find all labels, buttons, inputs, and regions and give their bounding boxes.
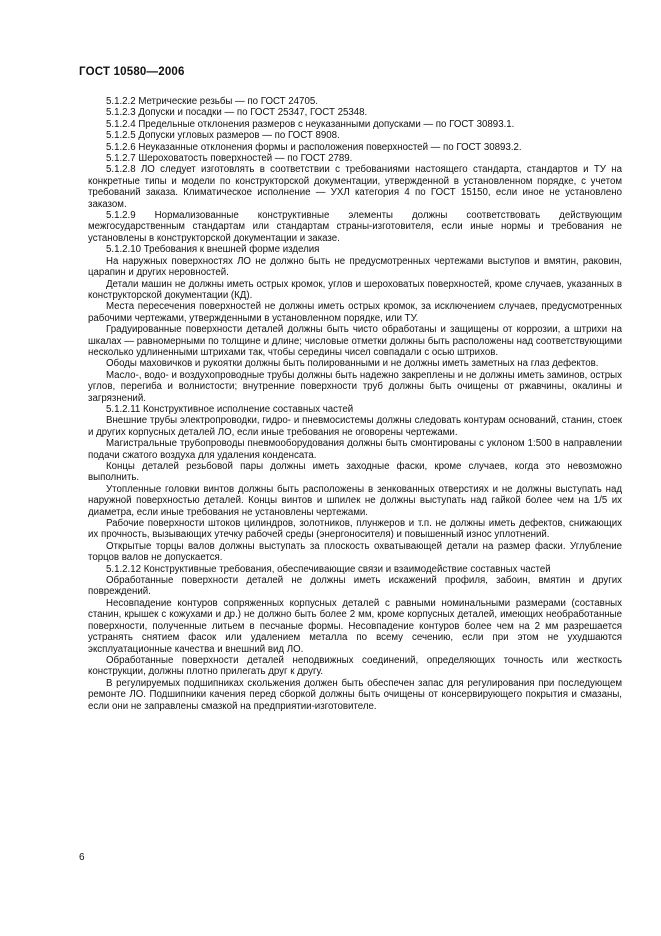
paragraph: Градуированные поверхности деталей должны быть чисто обработаны и защищены от коррозии, а штрихи на шкалах — равномерными по толщине и длине; числовые отметки должны быть расположены над соответствующими несколько удлиненными штрихами так, чтобы середины чисел совпадали с осью штрихов. (88, 324, 622, 358)
paragraph: Несовпадение контуров сопряженных корпусных деталей с равными номинальными размерами (составных станин, крышек с кожухами и др.) не должно быть более 2 мм, кроме корпусных деталей, имеющих необработанные поверхности, полученные литьем в песчаные формы. Несовпадение контуров более чем на 2 мм разрешается устранять снятием фасок или удалением металла по всему сечению, если при этом не ухудшаются эксплуатационные качества и внешний вид ЛО. (88, 597, 622, 655)
document-header: ГОСТ 10580—2006 (79, 66, 185, 78)
paragraph: Обработанные поверхности деталей не должны иметь искажений профиля, забоин, вмятин и других повреждений. (88, 575, 622, 598)
paragraph: 5.1.2.5 Допуски угловых размеров — по ГОСТ 8908. (106, 130, 340, 142)
page-number: 6 (79, 852, 85, 863)
paragraph: 5.1.2.2 Метрические резьбы — по ГОСТ 24705. (106, 96, 318, 107)
paragraph: Ободы маховичков и рукоятки должны быть полированными и не должны иметь заметных на глаз дефектов. (106, 358, 599, 370)
paragraph: Магистральные трубопроводы пневмооборудования должны быть смонтированы с уклоном 1:500 в направлении подачи сжатого воздуха для удаления конденсата. (88, 438, 622, 461)
paragraph: На наружных поверхностях ЛО не должно быть не предусмотренных чертежами выступов и вмятин, раковин, царапин и других неровностей. (88, 255, 622, 279)
paragraph: Открытые торцы валов должны выступать за плоскость охватывающей детали на размер фаски. Углубление торцов валов не допускается. (88, 540, 622, 564)
paragraph: Концы деталей резьбовой пары должны иметь заходные фаски, кроме случаев, когда это невозможно выполнить. (88, 461, 622, 484)
paragraph: Внешние трубы электропроводки, гидро- и пневмосистемы должны следовать контурам оснований, станин, стоек и других корпусных деталей ЛО, если иные требования не оговорены чертежами. (88, 415, 622, 438)
paragraph: Детали машин не должны иметь острых кромок, углов и шероховатых поверхностей, кроме случаев, указанных в конструкторской документации (КД). (88, 278, 622, 301)
paragraph: 5.1.2.12 Конструктивные требования, обеспечивающие связи и взаимодействие составных частей (106, 563, 551, 575)
paragraph: 5.1.2.9 Нормализованные конструктивные элементы должны соответствовать действующим межгосударственным стандартам или стандартам страны-изготовителя, если иные нормы и требования не установлены в конструкторской документации и заказе. (88, 210, 622, 244)
paragraph: Рабочие поверхности штоков цилиндров, золотников, плунжеров и т.п. не должны иметь дефектов, снижающих их прочность, вызывающих утечку рабочей среды (энергоносителя) и повышенный износ уплотнений. (88, 518, 622, 541)
paragraph: Утопленные головки винтов должны быть расположены в зенкованных отверстиях и не должны выступать над наружной поверхностью деталей. Концы винтов и шпилек не должны выступать над гайкой более чем на 1/5 их диаметра, если иные требования не установлены чертежами. (88, 483, 622, 518)
paragraph: 5.1.2.11 Конструктивное исполнение составных частей (106, 403, 354, 415)
paragraph: 5.1.2.8 ЛО следует изготовлять в соответствии с требованиями настоящего стандарта, стандартов и ТУ на конкретные типы и модели по конструкторской документации, утвержденной в установленном порядке, с учетом требований заказа. Климатическое исполнение — УХЛ категория 4 по ГОСТ 15150, если иное не установлено заказом. (88, 164, 622, 210)
paragraph: В регулируемых подшипниках скольжения должен быть обеспечен запас для регулирования при последующем ремонте ЛО. Подшипники качения перед сборкой должны быть очищены от консервирующего покрытия и смазаны, если они не заправлены смазкой на предприятии-изготовителе. (88, 677, 622, 712)
document-body (88, 96, 622, 712)
paragraph: Обработанные поверхности деталей неподвижных соединений, определяющих точность или жесткость конструкции, должны плотно прилегать друг к другу. (88, 654, 622, 678)
paragraph: 5.1.2.7 Шероховатость поверхностей — по ГОСТ 2789. (106, 153, 353, 165)
paragraph: Масло-, водо- и воздухопроводные трубы должны быть надежно закреплены и не должны иметь заминов, острых углов, перегиба и волнистости; внутренние поверхности труб должны быть очищены от ржавчины, окалины и загрязнений. (88, 369, 622, 404)
paragraph: 5.1.2.4 Предельные отклонения размеров с неуказанными допусками — по ГОСТ 30893.1. (106, 118, 515, 130)
paragraph: 5.1.2.6 Неуказанные отклонения формы и расположения поверхностей — по ГОСТ 30893.2. (106, 141, 522, 153)
paragraph: Места пересечения поверхностей не должны иметь острых кромок, за исключением случаев, предусмотренных рабочими чертежами, утвержденными в установленном порядке, или ТУ. (88, 301, 622, 324)
paragraph: 5.1.2.3 Допуски и посадки — по ГОСТ 25347, ГОСТ 25348. (106, 107, 368, 119)
paragraph: 5.1.2.10 Требования к внешней форме изделия (106, 244, 320, 256)
